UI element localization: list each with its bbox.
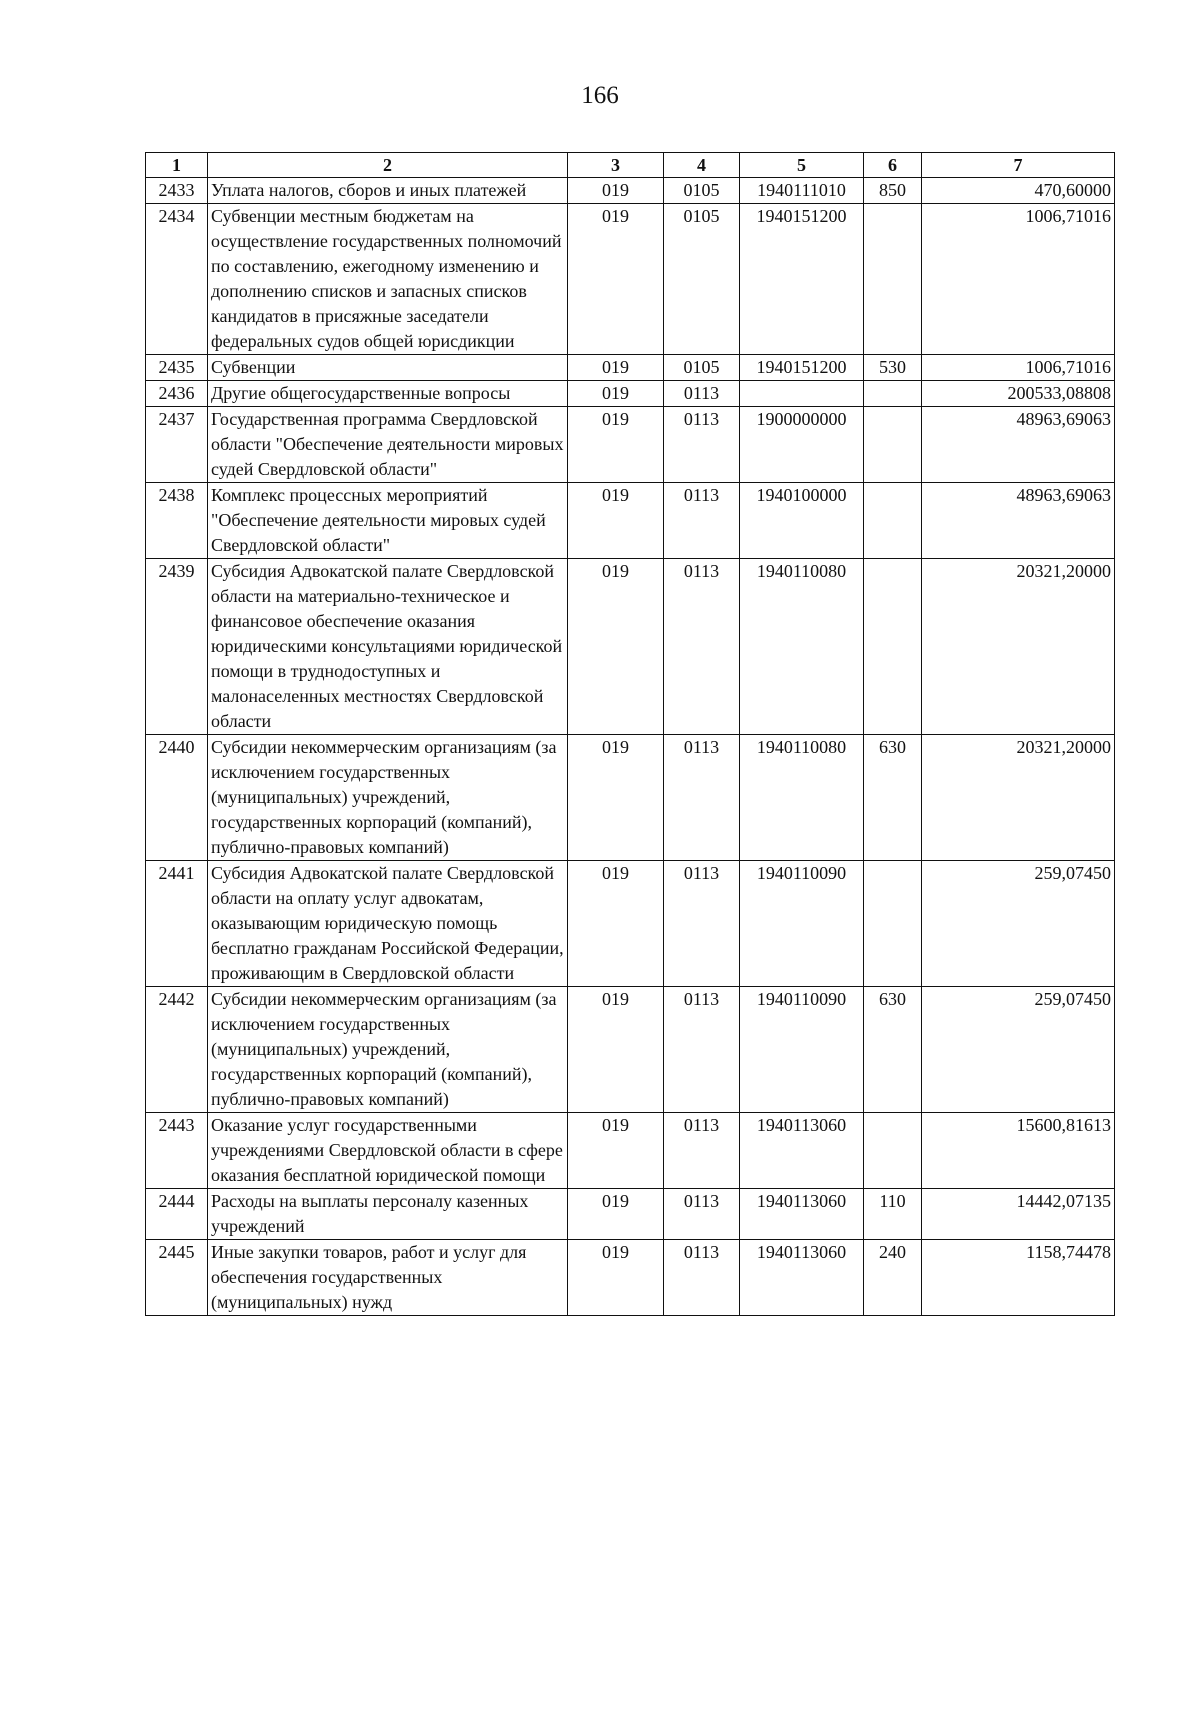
row-code-6 bbox=[864, 483, 922, 559]
table-row bbox=[146, 735, 1115, 861]
table-row bbox=[146, 407, 1115, 483]
row-code-3: 019 bbox=[568, 559, 664, 735]
page-number: 166 bbox=[581, 82, 619, 109]
row-code-5: 1940100000 bbox=[740, 483, 864, 559]
row-amount: 259,07450 bbox=[922, 987, 1115, 1113]
row-code-5: 1940113060 bbox=[740, 1113, 864, 1189]
row-amount: 15600,81613 bbox=[922, 1113, 1115, 1189]
row-name: Иные закупки товаров, работ и услуг для обеспечения государственных (муниципальных) нужд bbox=[208, 1240, 568, 1316]
header-row bbox=[146, 153, 1115, 178]
table-row bbox=[146, 987, 1115, 1113]
row-number: 2438 bbox=[146, 483, 208, 559]
row-name: Субвенции местным бюджетам на осуществление государственных полномочий по составлению, ежегодному изменению и дополнению списков и запасных списков кандидатов в присяжные заседатели федеральных судов общей юрисдикции bbox=[208, 204, 568, 355]
row-name: Государственная программа Свердловской области "Обеспечение деятельности мировых судей Свердловской области" bbox=[208, 407, 568, 483]
row-amount: 20321,20000 bbox=[922, 559, 1115, 735]
row-code-4: 0113 bbox=[664, 381, 740, 407]
table-row bbox=[146, 204, 1115, 355]
row-code-4: 0113 bbox=[664, 1189, 740, 1240]
row-code-3: 019 bbox=[568, 407, 664, 483]
row-number: 2440 bbox=[146, 735, 208, 861]
table-row bbox=[146, 1113, 1115, 1189]
row-amount: 1006,71016 bbox=[922, 355, 1115, 381]
row-code-5: 1940151200 bbox=[740, 355, 864, 381]
row-code-6: 110 bbox=[864, 1189, 922, 1240]
row-number: 2439 bbox=[146, 559, 208, 735]
row-code-3: 019 bbox=[568, 483, 664, 559]
row-code-5: 1940110080 bbox=[740, 559, 864, 735]
row-code-5: 1940110080 bbox=[740, 735, 864, 861]
table-row bbox=[146, 178, 1115, 204]
row-number: 2441 bbox=[146, 861, 208, 987]
row-code-4: 0113 bbox=[664, 407, 740, 483]
row-amount: 470,60000 bbox=[922, 178, 1115, 204]
row-amount: 20321,20000 bbox=[922, 735, 1115, 861]
row-name: Субсидия Адвокатской палате Свердловской области на материально-техническое и финансовое обеспечение оказания юридическими консультациями юридической помощи в труднодоступных и малонаселенных местностях Свердловской области bbox=[208, 559, 568, 735]
row-name: Субвенции bbox=[208, 355, 568, 381]
row-code-6: 630 bbox=[864, 987, 922, 1113]
table-row bbox=[146, 861, 1115, 987]
row-number: 2443 bbox=[146, 1113, 208, 1189]
row-code-3: 019 bbox=[568, 1189, 664, 1240]
column-header: 4 bbox=[664, 153, 740, 178]
budget-table bbox=[145, 152, 1115, 1316]
row-code-6 bbox=[864, 381, 922, 407]
row-code-3: 019 bbox=[568, 861, 664, 987]
row-code-4: 0113 bbox=[664, 861, 740, 987]
row-code-6 bbox=[864, 1113, 922, 1189]
row-name: Уплата налогов, сборов и иных платежей bbox=[208, 178, 568, 204]
row-code-3: 019 bbox=[568, 987, 664, 1113]
row-name: Субсидии некоммерческим организациям (за исключением государственных (муниципальных) учреждений, государственных корпораций (компаний), публично-правовых компаний) bbox=[208, 987, 568, 1113]
row-name: Субсидия Адвокатской палате Свердловской области на оплату услуг адвокатам, оказывающим юридическую помощь бесплатно гражданам Российской Федерации, проживающим в Свердловской области bbox=[208, 861, 568, 987]
table-row bbox=[146, 483, 1115, 559]
row-amount: 14442,07135 bbox=[922, 1189, 1115, 1240]
table-row bbox=[146, 1189, 1115, 1240]
table-row bbox=[146, 381, 1115, 407]
row-code-5: 1940151200 bbox=[740, 204, 864, 355]
row-code-3: 019 bbox=[568, 178, 664, 204]
row-amount: 1158,74478 bbox=[922, 1240, 1115, 1316]
row-code-5: 1940111010 bbox=[740, 178, 864, 204]
row-number: 2436 bbox=[146, 381, 208, 407]
row-code-3: 019 bbox=[568, 1113, 664, 1189]
row-code-4: 0113 bbox=[664, 559, 740, 735]
table-body bbox=[146, 178, 1115, 1316]
row-code-4: 0105 bbox=[664, 178, 740, 204]
row-code-4: 0113 bbox=[664, 1113, 740, 1189]
row-code-6: 530 bbox=[864, 355, 922, 381]
row-code-3: 019 bbox=[568, 1240, 664, 1316]
row-code-4: 0105 bbox=[664, 355, 740, 381]
row-code-6: 240 bbox=[864, 1240, 922, 1316]
row-amount: 48963,69063 bbox=[922, 483, 1115, 559]
row-name: Комплекс процессных мероприятий "Обеспечение деятельности мировых судей Свердловской области" bbox=[208, 483, 568, 559]
row-code-3: 019 bbox=[568, 204, 664, 355]
row-code-6 bbox=[864, 204, 922, 355]
row-code-5 bbox=[740, 381, 864, 407]
row-code-4: 0105 bbox=[664, 204, 740, 355]
column-header: 1 bbox=[146, 153, 208, 178]
row-code-6 bbox=[864, 559, 922, 735]
row-code-5: 1940110090 bbox=[740, 987, 864, 1113]
row-code-3: 019 bbox=[568, 355, 664, 381]
row-code-4: 0113 bbox=[664, 483, 740, 559]
row-amount: 1006,71016 bbox=[922, 204, 1115, 355]
row-number: 2433 bbox=[146, 178, 208, 204]
column-header: 7 bbox=[922, 153, 1115, 178]
row-name: Субсидии некоммерческим организациям (за исключением государственных (муниципальных) учреждений, государственных корпораций (компаний), публично-правовых компаний) bbox=[208, 735, 568, 861]
column-header: 5 bbox=[740, 153, 864, 178]
table-row bbox=[146, 355, 1115, 381]
row-number: 2434 bbox=[146, 204, 208, 355]
row-code-3: 019 bbox=[568, 381, 664, 407]
row-code-6: 850 bbox=[864, 178, 922, 204]
row-code-5: 1940113060 bbox=[740, 1240, 864, 1316]
row-amount: 259,07450 bbox=[922, 861, 1115, 987]
table-row bbox=[146, 559, 1115, 735]
table-row bbox=[146, 1240, 1115, 1316]
row-code-4: 0113 bbox=[664, 1240, 740, 1316]
row-number: 2444 bbox=[146, 1189, 208, 1240]
row-number: 2437 bbox=[146, 407, 208, 483]
row-code-5: 1940110090 bbox=[740, 861, 864, 987]
column-header: 6 bbox=[864, 153, 922, 178]
row-code-3: 019 bbox=[568, 735, 664, 861]
row-code-4: 0113 bbox=[664, 735, 740, 861]
row-code-4: 0113 bbox=[664, 987, 740, 1113]
row-code-6: 630 bbox=[864, 735, 922, 861]
row-name: Оказание услуг государственными учреждениями Свердловской области в сфере оказания бесплатной юридической помощи bbox=[208, 1113, 568, 1189]
row-number: 2435 bbox=[146, 355, 208, 381]
column-header: 2 bbox=[208, 153, 568, 178]
row-amount: 48963,69063 bbox=[922, 407, 1115, 483]
row-code-6 bbox=[864, 861, 922, 987]
column-header: 3 bbox=[568, 153, 664, 178]
row-number: 2445 bbox=[146, 1240, 208, 1316]
row-amount: 200533,08808 bbox=[922, 381, 1115, 407]
row-number: 2442 bbox=[146, 987, 208, 1113]
row-name: Расходы на выплаты персоналу казенных учреждений bbox=[208, 1189, 568, 1240]
row-name: Другие общегосударственные вопросы bbox=[208, 381, 568, 407]
row-code-5: 1940113060 bbox=[740, 1189, 864, 1240]
row-code-6 bbox=[864, 407, 922, 483]
row-code-5: 1900000000 bbox=[740, 407, 864, 483]
